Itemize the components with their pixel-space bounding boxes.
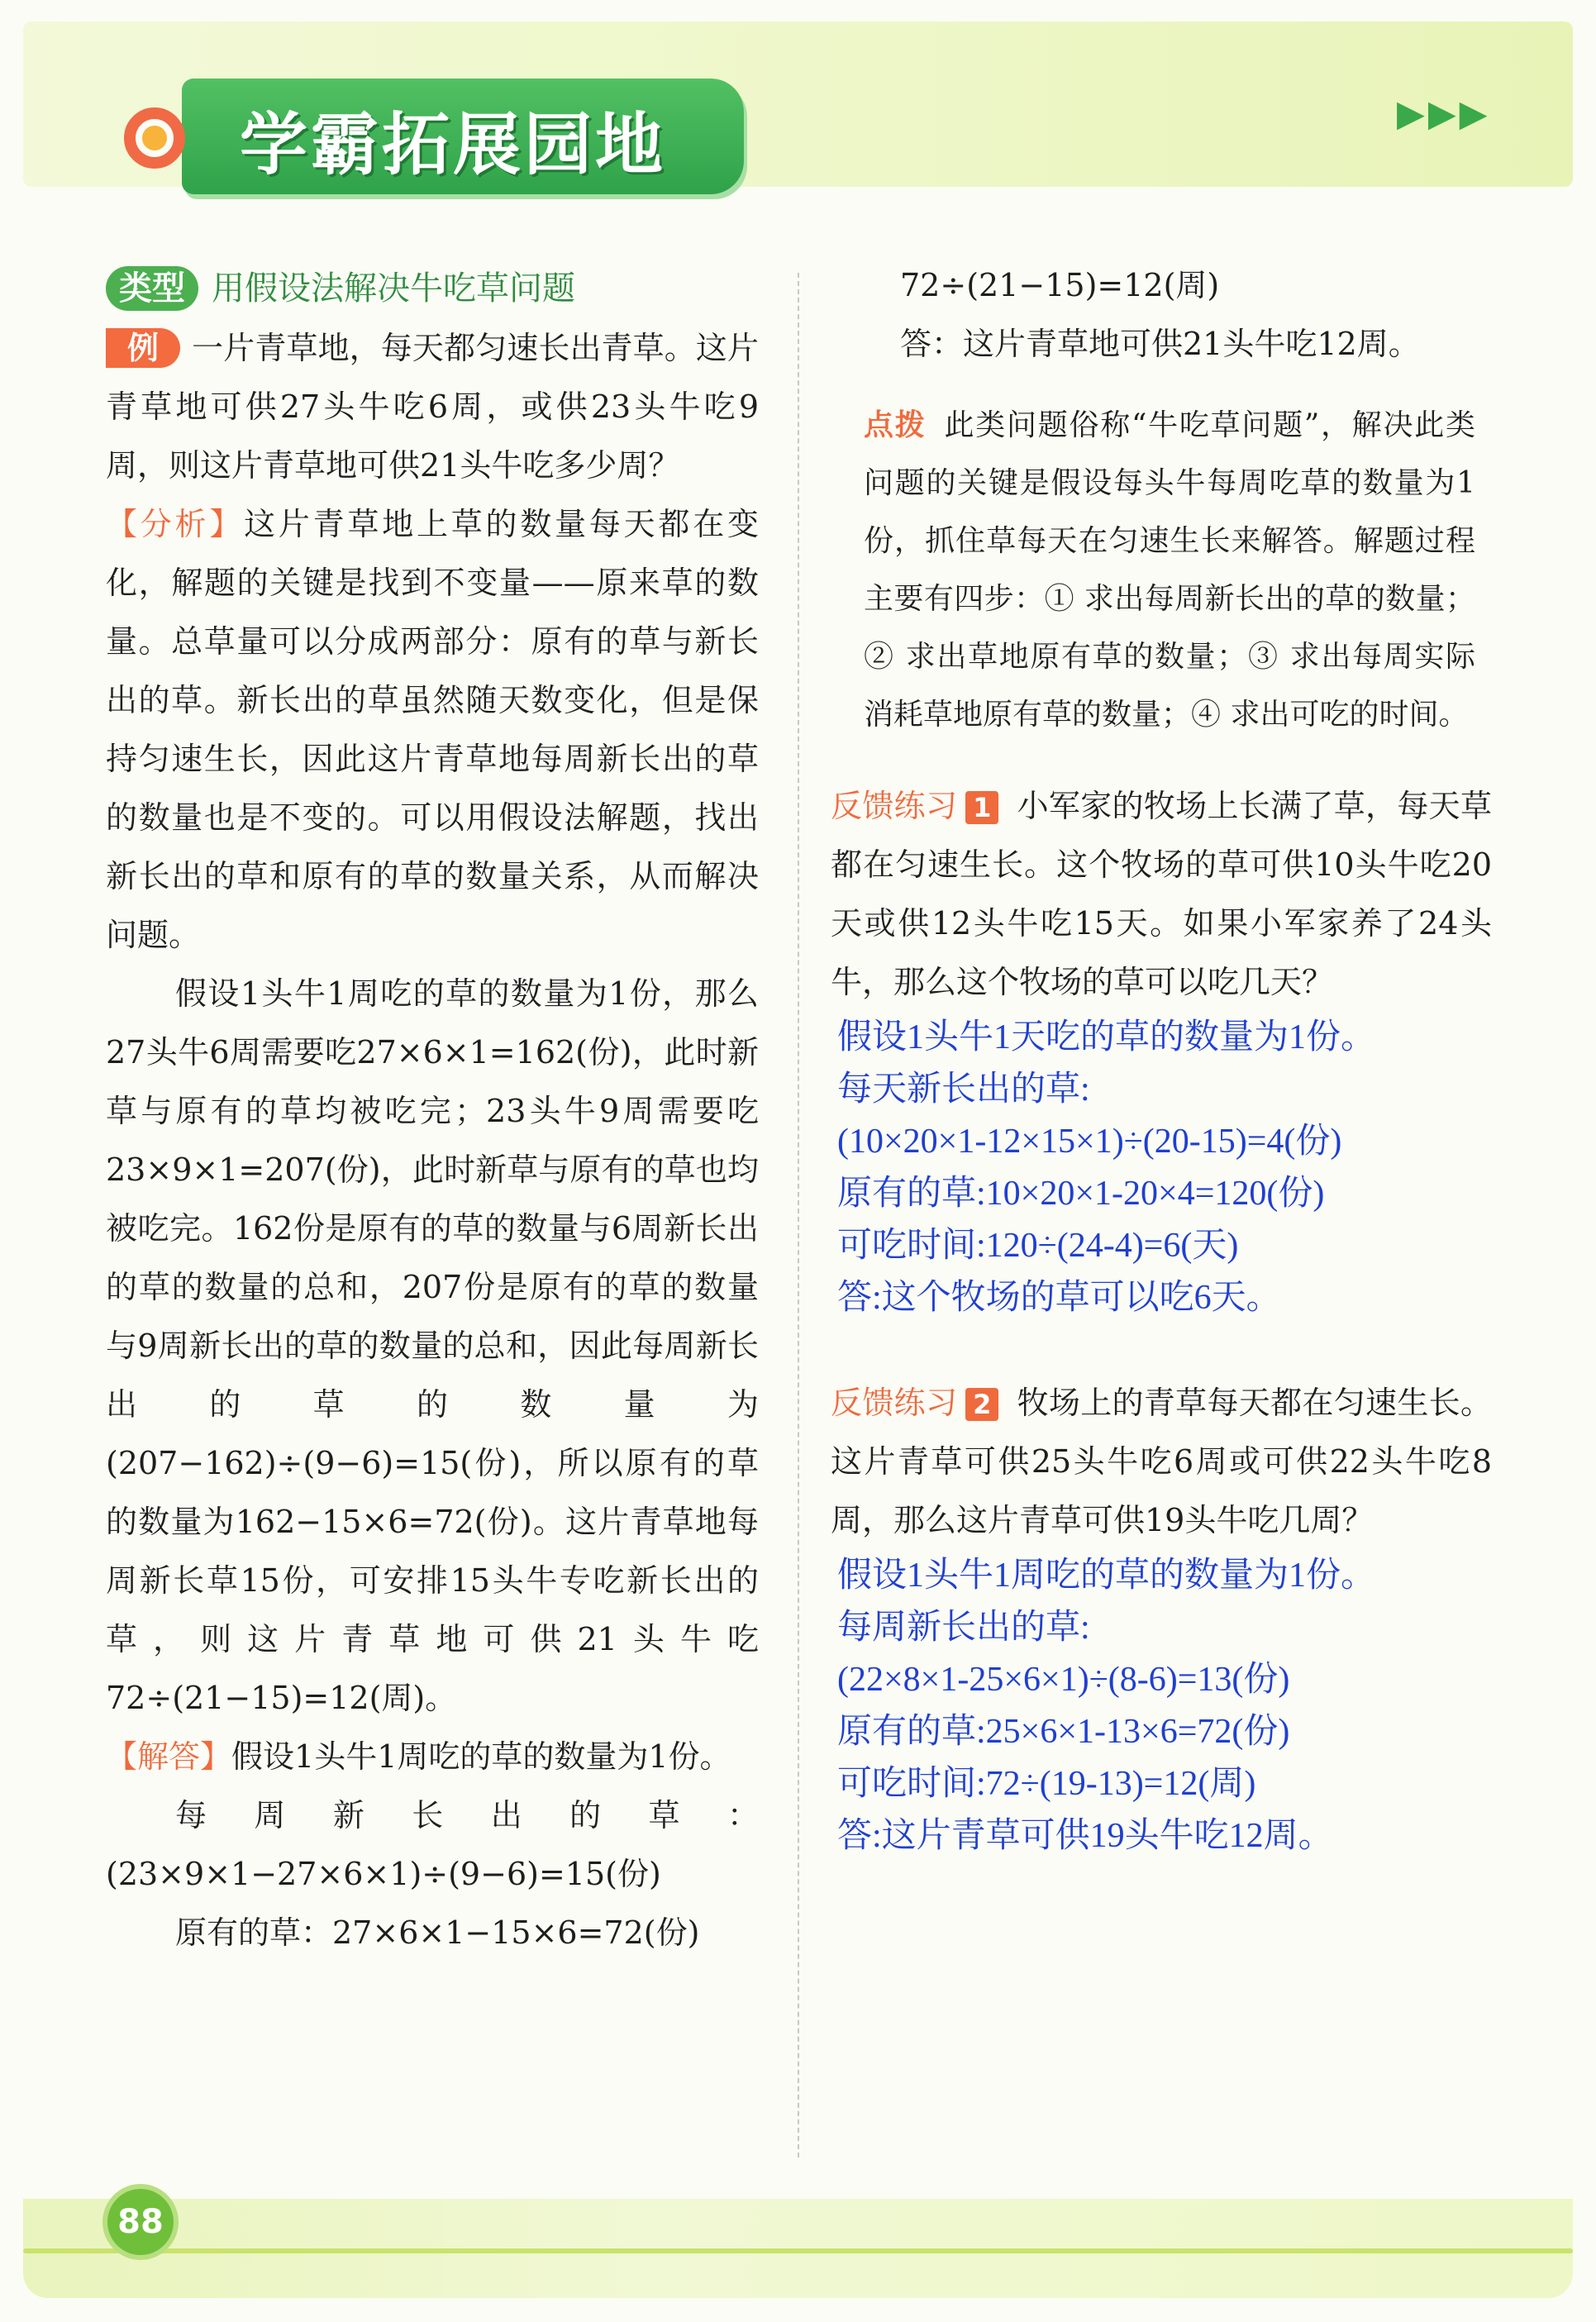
page-title: 学霸拓展园地: [240, 106, 667, 184]
example-badge: 例: [106, 328, 180, 368]
feedback-tag-1: 反馈练习: [831, 788, 958, 824]
answer-text: 假设1头牛1周吃的草的数量为1份。: [231, 1738, 731, 1775]
tip-text: 此类问题俗称“牛吃草问题”，解决此类问题的关键是假设每头牛每周吃草的数量为1份，抓住草每天在匀速生长来解答。解题过程主要有四步：① 求出每周新长出的草的数量；② 求出草地原有草的数量；③ 求出每周实际消耗草地原有草的数量；④ 求出可吃的时间。: [864, 408, 1475, 732]
analysis-text: 这片青草地上草的数量每天都在变化，解题的关键是找到不变量——原来草的数量。总草量可以分成两部分：原有的草与新长出的草。新长出的草虽然随天数变化，但是保持匀速生长，因此这片青草地每周新长出的草的数量也是不变的。可以用假设法解题，找出新长出的草和原有的草的数量关系，从而解决问题。: [106, 506, 759, 953]
type-badge: 类型: [106, 266, 198, 311]
answer-tag: 【解答】: [106, 1738, 232, 1775]
answer-line-5: 答：这片青草地可供21头牛吃12周。: [900, 326, 1420, 362]
hand-line: 每天新长出的草:: [837, 1070, 1090, 1109]
feedback-text-2: 牧场上的青草每天都在匀速生长。这片青草可供25头牛吃6周或可供22头牛吃8周，那么这片青草可供19头牛吃几周？: [831, 1385, 1492, 1538]
feedback-exercise-1: [831, 777, 1492, 1012]
footer-rule: [23, 2248, 1573, 2253]
example-text: 一片青草地，每天都匀速长出青草。这片青草地可供27头牛吃6周，或供23头牛吃9周，则这片青草地可供21头牛吃多少周？: [106, 330, 759, 484]
hand-line: (22×8×1-25×6×1)÷(8-6)=13(份): [837, 1661, 1290, 1699]
hand-line: 假设1头牛1周吃的草的数量为1份。: [837, 1557, 1376, 1595]
hand-line: 答:这个牧场的草可以吃6天。: [837, 1279, 1281, 1317]
feedback-text-1: 小军家的牧场上长满了草，每天草都在匀速生长。这个牧场的草可供10头牛吃20天或供12头牛吃15天。如果小军家养了24头牛，那么这个牧场的草可以吃几天？: [831, 788, 1492, 1000]
answer-paragraph: [106, 1728, 759, 1786]
column-divider: [798, 273, 799, 2158]
answer-line-2: 每周新长出的草：(23×9×1−27×6×1)÷(9−6)=15(份): [106, 1797, 759, 1892]
hand-line: (10×20×1-12×15×1)÷(20-15)=4(份): [837, 1123, 1342, 1161]
type-title: 用假设法解决牛吃草问题: [212, 269, 575, 308]
analysis-tag: 【分析】: [106, 506, 245, 542]
hand-line: 可吃时间:72÷(19-13)=12(周): [837, 1765, 1256, 1803]
left-column: [106, 258, 759, 1962]
hand-line: 原有的草:10×20×1-20×4=120(份): [837, 1175, 1325, 1213]
page-number: 88: [107, 2189, 174, 2255]
hand-line: 每周新长出的草:: [837, 1609, 1090, 1647]
arrows-icon: ▶▶▶: [1397, 93, 1491, 135]
answer-line-4: 72÷(21−15)=12(周): [900, 267, 1220, 303]
analysis-paragraph: [106, 495, 759, 965]
right-column: [831, 256, 1492, 1862]
answer-line-3: 原有的草：27×6×1−15×6=72(份): [175, 1914, 700, 1951]
analysis-paragraph-2: 假设1头牛1周吃的草的数量为1份，那么27头牛6周需要吃27×6×1=162(份)，此时新草与原有的草均被吃完；23头牛9周需要吃23×9×1=207(份)，此时新草与原有的草也均被吃完。162份是原有的草的数量与6周新长出的草的数量的总和，207份是原有的草的数量与9周新长出的草的数量的总和，因此每周新长出的草的数量为(207−162)÷(9−6)=15(份)，所以原有的草的数量为162−15×6=72(份)。这片青草地每周新长草15份，可安排15头牛专吃新长出的草，则这片青草地可供21头牛吃72÷(21−15)=12(周)。: [106, 975, 759, 1716]
hand-line: 可吃时间:120÷(24-4)=6(天): [837, 1227, 1239, 1265]
hand-line: 原有的草:25×6×1-13×6=72(份): [837, 1713, 1290, 1751]
hand-line: 假设1头牛1天吃的草的数量为1份。: [837, 1018, 1376, 1056]
tip-tag: 点拨: [864, 408, 927, 442]
type-heading: [106, 258, 759, 319]
hand-line: 答:这片青草可供19头牛吃12周。: [837, 1817, 1333, 1855]
target-center-icon: [142, 126, 167, 150]
feedback-number-1: 1: [965, 791, 998, 824]
handwritten-answer-1: [831, 1012, 1492, 1324]
tip-box: [831, 385, 1492, 756]
example-paragraph: [106, 319, 759, 495]
handwritten-answer-2: [831, 1550, 1492, 1862]
feedback-exercise-2: [831, 1374, 1492, 1550]
feedback-number-2: 2: [965, 1388, 998, 1421]
feedback-tag-2: 反馈练习: [831, 1385, 958, 1421]
